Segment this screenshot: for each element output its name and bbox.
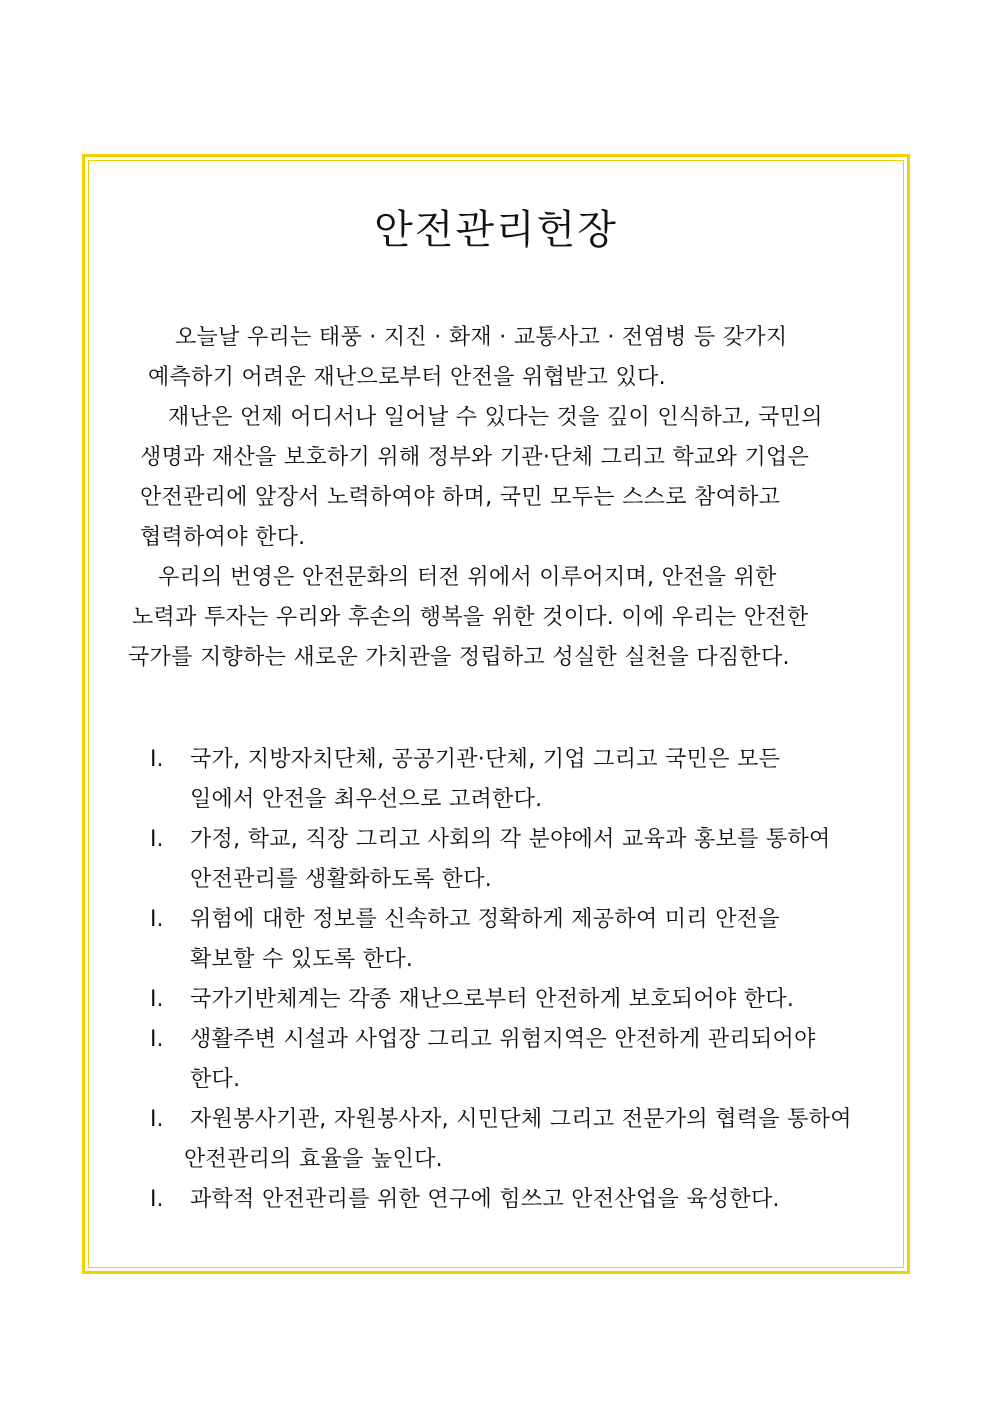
article-marker: Ⅰ. — [150, 1027, 164, 1052]
preamble-line: 노력과 투자는 우리와 후손의 행복을 위한 것이다. 이에 우리는 안전한 — [132, 605, 809, 630]
preamble-line: 생명과 재산을 보호하기 위해 정부와 기관·단체 그리고 학교와 기업은 — [140, 445, 810, 470]
article-line: 확보할 수 있도록 한다. — [190, 947, 414, 972]
article-line: 위험에 대한 정보를 신속하고 정확하게 제공하여 미리 안전을 — [190, 907, 780, 932]
preamble-line: 예측하기 어려운 재난으로부터 안전을 위협받고 있다. — [148, 365, 666, 390]
article-line: 국가기반체계는 각종 재난으로부터 안전하게 보호되어야 한다. — [190, 987, 795, 1012]
preamble-line: 재난은 언제 어디서나 일어날 수 있다는 것을 깊이 인식하고, 국민의 — [168, 405, 823, 430]
article-line: 안전관리를 생활화하도록 한다. — [190, 867, 493, 892]
document-title: 안전관리헌장 — [374, 207, 618, 253]
article-line: 안전관리의 효율을 높인다. — [184, 1147, 443, 1172]
preamble-line: 국가를 지향하는 새로운 가치관을 정립하고 성실한 실천을 다짐한다. — [128, 645, 790, 670]
article-line: 국가, 지방자치단체, 공공기관·단체, 기업 그리고 국민은 모든 — [190, 747, 781, 772]
preamble-line: 오늘날 우리는 태풍 · 지진 · 화재 · 교통사고 · 전염병 등 갖가지 — [175, 325, 788, 350]
article-marker: Ⅰ. — [150, 747, 164, 772]
article-line: 자원봉사기관, 자원봉사자, 시민단체 그리고 전문가의 협력을 통하여 — [190, 1107, 852, 1132]
preamble-line: 협력하여야 한다. — [140, 525, 306, 550]
preamble-line: 우리의 번영은 안전문화의 터전 위에서 이루어지며, 안전을 위한 — [158, 565, 777, 590]
preamble-line: 안전관리에 앞장서 노력하여야 하며, 국민 모두는 스스로 참여하고 — [140, 485, 781, 510]
article-marker: Ⅰ. — [150, 827, 164, 852]
article-line: 일에서 안전을 최우선으로 고려한다. — [190, 787, 543, 812]
article-marker: Ⅰ. — [150, 987, 164, 1012]
article-line: 가정, 학교, 직장 그리고 사회의 각 분야에서 교육과 홍보를 통하여 — [190, 827, 831, 852]
article-line: 한다. — [190, 1067, 241, 1092]
article-line: 과학적 안전관리를 위한 연구에 힘쓰고 안전산업을 육성한다. — [190, 1187, 780, 1212]
article-marker: Ⅰ. — [150, 907, 164, 932]
article-marker: Ⅰ. — [150, 1187, 164, 1212]
article-marker: Ⅰ. — [150, 1107, 164, 1132]
article-line: 생활주변 시설과 사업장 그리고 위험지역은 안전하게 관리되어야 — [190, 1027, 816, 1052]
